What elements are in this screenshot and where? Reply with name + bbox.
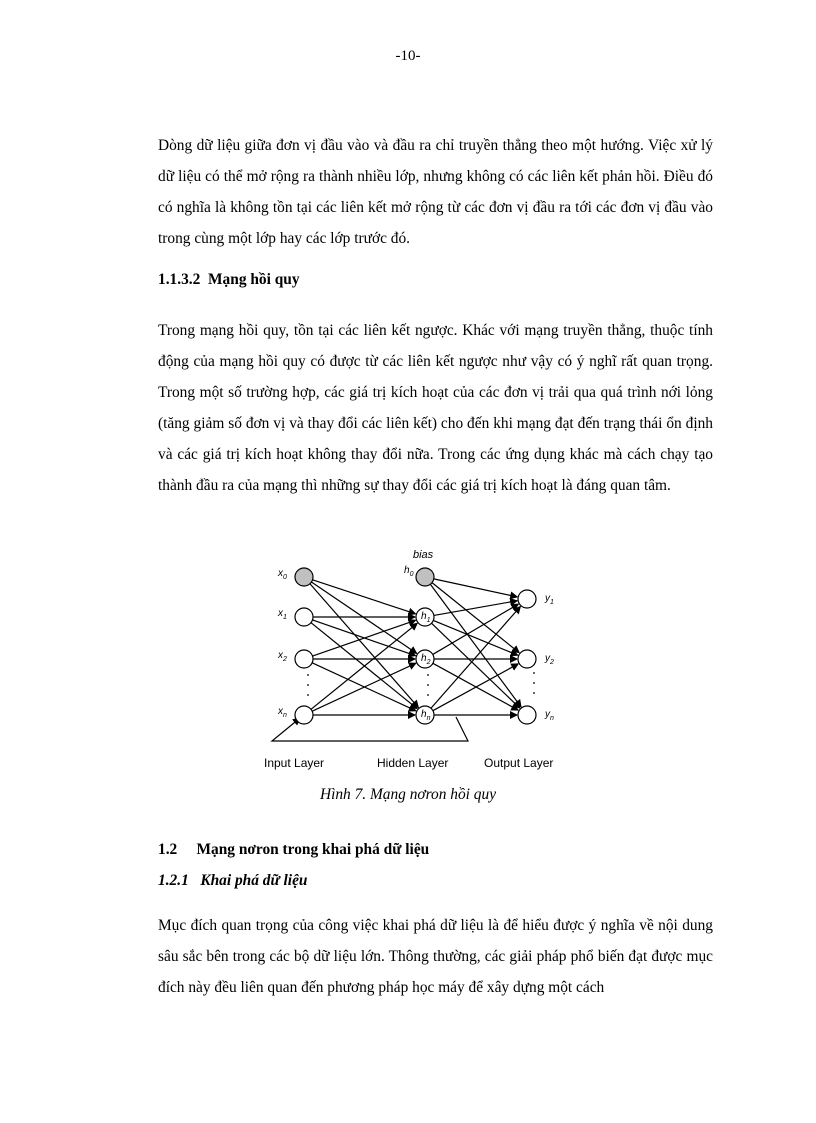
output-layer-label: Output Layer (484, 756, 554, 770)
input-node-x1 (295, 608, 313, 626)
edge-x0-hn (310, 584, 418, 708)
hidden-node-label: $h_2$ (421, 653, 431, 666)
input-node-label: $x_2$ (278, 650, 287, 663)
ellipsis-dot (427, 694, 429, 696)
bias-label: bias (413, 549, 434, 561)
network-diagram (250, 545, 570, 777)
output-node-label: $y_2$ (545, 653, 554, 666)
output-node-label: $y_n$ (545, 709, 554, 722)
edge-h2-y1 (433, 604, 519, 654)
input-node-x2 (295, 650, 313, 668)
section-title: Mạng hồi quy (208, 271, 300, 288)
ellipsis-dot (427, 674, 429, 676)
input-layer-label: Input Layer (264, 756, 325, 770)
edge-x0-h2 (311, 582, 416, 653)
section-heading-1-2 (158, 841, 429, 859)
ellipsis-dot (307, 694, 309, 696)
section-title: Mạng nơron trong khai phá dữ liệu (196, 841, 430, 858)
hidden-node-label: $h_0$ (404, 565, 414, 578)
hidden-node-label: $h_n$ (421, 709, 431, 722)
ellipsis-dot (533, 692, 535, 694)
edge-h1-y1 (434, 601, 517, 616)
input-node-xn (295, 706, 313, 724)
edge-h0-y2 (432, 583, 519, 653)
hidden-node-label: $h_1$ (421, 611, 431, 624)
page-number: -10- (395, 48, 421, 64)
network-nodes (277, 565, 554, 724)
recurrent-network-figure (250, 545, 570, 777)
output-node-y1 (518, 590, 536, 608)
edge-hn-y1 (431, 607, 520, 709)
section-number: 1.1.3.2 (158, 271, 201, 288)
input-node-label: $x_1$ (278, 608, 287, 621)
output-node-y2 (518, 650, 536, 668)
output-node-yn (518, 706, 536, 724)
connection-lines (310, 579, 521, 715)
output-node-label: $y_1$ (545, 593, 554, 606)
ellipsis-dot (307, 684, 309, 686)
paragraph-feedforward: Dòng dữ liệu giữa đơn vị đầu vào và đầu ra chỉ truyền thẳng theo một hướng. Việc xử lý dữ liệu có thể mở rộng ra thành nhiều lớp, nhưng không có các liên kết phản hồi. Điều đó có nghĩa là không tồn tại các liên kết mở rộng từ các đơn vị đầu ra tới các đơn vị đầu vào trong cùng một lớp hay các lớp trước đó. (158, 137, 713, 247)
section-heading-1-1-3-2 (158, 271, 300, 289)
edge-x0-h1 (313, 580, 416, 614)
ellipsis-dot (533, 672, 535, 674)
input-node-label: $x_0$ (278, 568, 287, 581)
figure-caption: Hình 7. Mạng nơron hồi quy (319, 786, 497, 803)
ellipsis-dot (427, 684, 429, 686)
ellipsis-dot (533, 682, 535, 684)
paragraph-recurrent: Trong mạng hồi quy, tồn tại các liên kết ngược. Khác với mạng truyền thẳng, thuộc tính động của mạng hồi quy có được từ các liên kết ngược như vậy có ý nghĩ rất quan trọng. Trong một số trường hợp, các giá trị kích hoạt của các đơn vị trải qua quá trình nới lỏng (tăng giảm số đơn vị và thay đổi các liên kết) cho đến khi mạng đạt đến trạng thái ổn định và các giá trị kích hoạt không thay đổi nữa. Trong các ứng dụng khác mà cách chạy tạo thành đầu ra của mạng thì những sự thay đổi các giá trị kích hoạt là đáng quan tâm. (158, 322, 713, 494)
edge-h1-yn (431, 623, 519, 708)
hidden-node-h0 (416, 568, 434, 586)
paragraph-data-mining: Mục đích quan trọng của công việc khai phá dữ liệu là để hiểu được ý nghĩa về nội dung sâu sắc bên trong các bộ dữ liệu lớn. Thông thường, các giải pháp phổ biến đạt được mục đích này đều liên quan đến phương pháp học máy để xây dựng một cách (158, 917, 713, 996)
input-node-label: $x_n$ (278, 706, 287, 719)
section-number: 1.2 (158, 841, 178, 858)
section-number: 1.2.1 (158, 872, 189, 889)
section-title: Khai phá dữ liệu (200, 872, 308, 889)
input-node-x0 (295, 568, 313, 586)
ellipsis-dot (307, 674, 309, 676)
section-heading-1-2-1 (158, 872, 307, 890)
hidden-layer-label: Hidden Layer (377, 756, 449, 770)
